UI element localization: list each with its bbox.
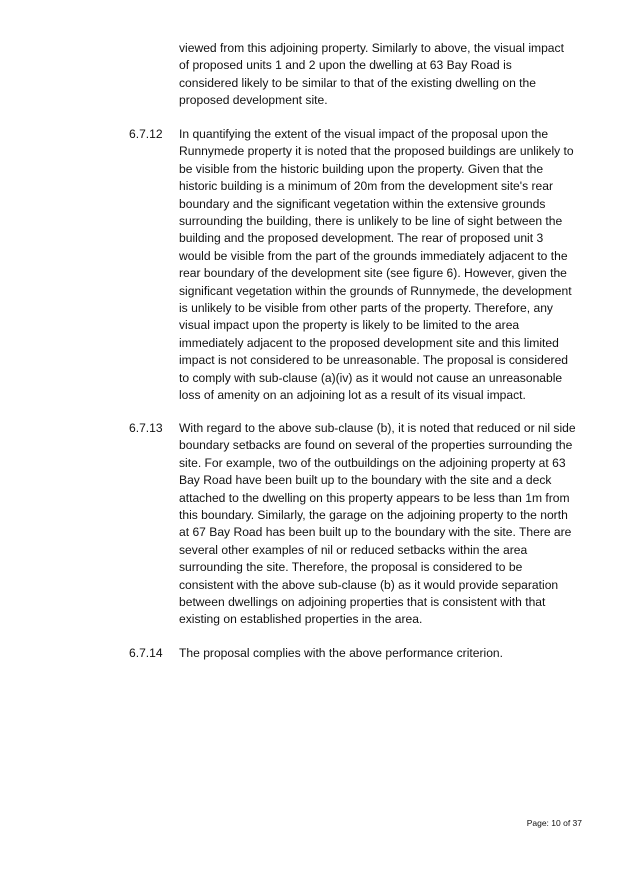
paragraph-number: 6.7.12 [129,127,163,141]
paragraph-number: 6.7.13 [129,421,163,435]
page-number-footer: Page: 10 of 37 [526,818,582,828]
paragraph-text: In quantifying the extent of the visual impact of the proposal upon the Runnymede property it is noted that the proposed buildings are unlikely to be visible from the historic building upon the property. Given that the historic building is a minimum of 20m from the development site's rear boundary and the significant vegetation within the extensive grounds surrounding the building, there is unlikely to be line of sight between the building and the proposed development. The rear of proposed unit 3 would be visible from the part of the grounds immediately adjacent to the rear boundary of the development site (see figure 6). However, given the significant vegetation within the grounds of Runnymede, the development is unlikely to be visible from other parts of the property. Therefore, any visual impact upon the property is likely to be limited to the area immediately adjacent to the proposed development site and this limited impact is not considered to be unreasonable. The proposal is considered to comply with sub-clause (a)(iv) as it would not cause an unreasonable loss of amenity on an adjoining lot as a result of its visual impact. [179,127,574,403]
paragraph-text: With regard to the above sub-clause (b), it is noted that reduced or nil side boundary setbacks are found on several of the properties surrounding the site. For example, two of the outbuildings on the adjoining property at 63 Bay Road have been built up to the boundary with the site and a deck attached to the dwelling on this property appears to be less than 1m from this boundary. Similarly, the garage on the adjoining property to the north at 67 Bay Road has been built up to the boundary with the site. There are several other examples of nil or reduced setbacks within the area surrounding the site. Therefore, the proposal is considered to be consistent with the above sub-clause (b) as it would provide separation between dwellings on adjoining properties that is consistent with that existing on established properties in the area. [179,421,576,627]
paragraph-text: The proposal complies with the above performance criterion. [179,646,504,660]
paragraph-text: viewed from this adjoining property. Similarly to above, the visual impact of proposed units 1 and 2 upon the dwelling at 63 Bay Road is considered likely to be similar to that of the existing dwelling on the proposed development site. [179,41,564,108]
paragraph-number: 6.7.14 [129,646,163,660]
